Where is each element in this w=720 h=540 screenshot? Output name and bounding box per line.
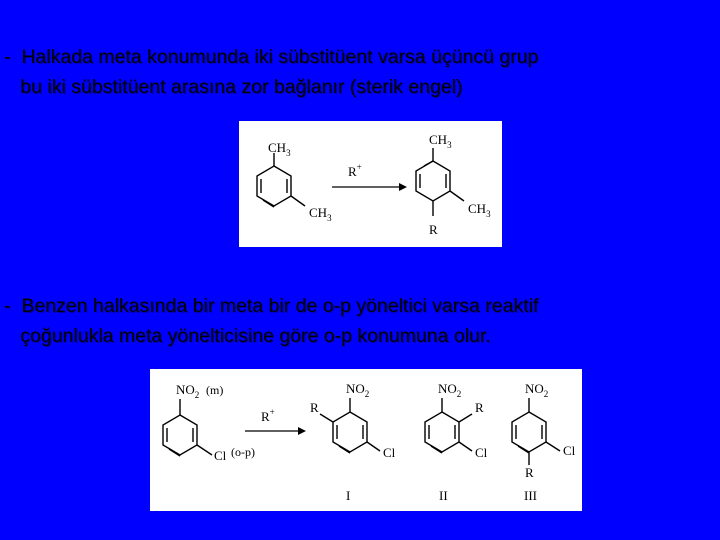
product-i-cl: Cl xyxy=(383,445,396,460)
reactant-cl: Cl xyxy=(214,448,227,463)
reaction-scheme-nitrochlorobenzene xyxy=(150,369,582,511)
product-i-no2: $NO_2$ xyxy=(346,381,370,399)
bullet-dash: - xyxy=(4,295,11,317)
reagent-label: R+ xyxy=(261,407,275,424)
product-i-label: I xyxy=(346,488,351,503)
bullet-text-line2: bu iki sübstitüent arasına zor bağlanır (sterik engel) xyxy=(20,76,463,98)
product-iii-ring xyxy=(512,398,560,465)
reactant-ch3-top: $CH_3$ xyxy=(268,140,291,158)
product-ring xyxy=(416,148,464,216)
reaction-diagram-2 xyxy=(150,369,582,511)
bullet-text-line2: çoğunlukla meta yönelticisine göre o-p konumuna olur. xyxy=(20,325,491,347)
bullet-dash: - xyxy=(4,46,11,68)
reactant-ring xyxy=(257,153,305,207)
bullet-directing-groups xyxy=(4,291,538,351)
reactant-ch3-meta: $CH_3$ xyxy=(309,205,332,223)
product-iii-r: R xyxy=(525,465,534,480)
product-i-r: R xyxy=(310,400,319,415)
bullet-steric-hindrance xyxy=(4,42,538,102)
reaction-diagram-1 xyxy=(239,121,502,247)
reaction-scheme-toluene xyxy=(239,121,502,247)
reactant-cl-note: (o-p) xyxy=(231,445,255,459)
bullet-text-line1: Benzen halkasında bir meta bir de o-p yöneltici varsa reaktif xyxy=(21,295,539,317)
product-ii-cl: Cl xyxy=(475,445,488,460)
product-ii-label: II xyxy=(439,488,448,503)
product-r-label: R xyxy=(429,222,438,237)
reactant-ring xyxy=(163,399,212,456)
product-ii-r: R xyxy=(475,400,484,415)
product-ii-no2: $NO_2$ xyxy=(438,381,462,399)
product-ii-ring xyxy=(425,398,472,453)
product-ch3-meta: $CH_3$ xyxy=(468,201,491,219)
product-iii-no2: $NO_2$ xyxy=(525,381,549,399)
reaction-arrow xyxy=(245,427,306,435)
reaction-arrow xyxy=(332,183,407,191)
bullet-text-line1: Halkada meta konumunda iki sübstitüent varsa üçüncü grup xyxy=(21,46,539,68)
reactant-no2: $NO_2$ xyxy=(176,382,200,400)
product-iii-cl: Cl xyxy=(563,443,576,458)
product-i-ring xyxy=(320,398,380,453)
reactant-no2-note: (m) xyxy=(206,383,224,397)
product-iii-label: III xyxy=(524,488,537,503)
product-ch3-top: $CH_3$ xyxy=(429,132,452,150)
reagent-label: R+ xyxy=(348,162,362,179)
